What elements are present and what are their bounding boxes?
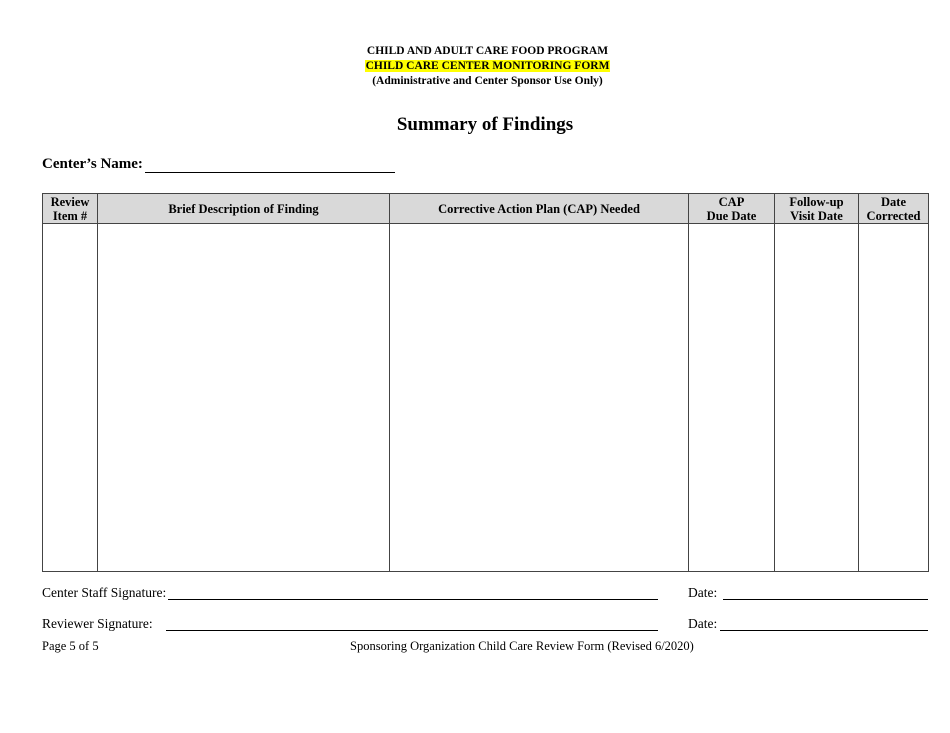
program-name: CHILD AND ADULT CARE FOOD PROGRAM — [366, 45, 609, 57]
col-header-review-item — [43, 194, 98, 224]
col-header-line: Date — [881, 194, 906, 209]
table-header-row — [43, 194, 929, 224]
reviewer-signature-label: Reviewer Signature: — [42, 616, 153, 631]
staff-date-field[interactable] — [723, 599, 928, 600]
reviewer-signature-field[interactable] — [166, 630, 658, 631]
center-name-field[interactable] — [145, 172, 395, 173]
col-header-description — [98, 194, 390, 224]
reviewer-date-field[interactable] — [720, 630, 928, 631]
form-name-line — [0, 59, 950, 73]
col-header-follow-up-date — [775, 194, 859, 224]
reviewer-date-label: Date: — [688, 616, 718, 631]
col-header-line: Item # — [52, 208, 88, 223]
col-header-line: Due Date — [706, 208, 757, 223]
footer-form-title: Sponsoring Organization Child Care Review Form (Revised 6/2020) — [350, 639, 694, 653]
col-header-line: CAP — [718, 194, 745, 209]
staff-signature-label: Center Staff Signature: — [42, 585, 167, 600]
form-name: CHILD CARE CENTER MONITORING FORM — [365, 60, 610, 72]
findings-table — [42, 193, 929, 572]
col-header-line: Follow-up — [789, 194, 844, 209]
col-header-line: Review — [50, 194, 90, 209]
col-header-cap-needed — [390, 194, 689, 224]
cell-cap-needed[interactable] — [390, 224, 689, 572]
cell-description[interactable] — [98, 224, 390, 572]
cell-follow-up-date[interactable] — [775, 224, 859, 572]
col-header-line: Brief Description of Finding — [168, 201, 319, 216]
col-header-cap-due-date — [689, 194, 775, 224]
cell-review-item[interactable] — [43, 224, 98, 572]
page-title: Summary of Findings — [396, 114, 574, 135]
page-number: Page 5 of 5 — [42, 639, 99, 653]
staff-signature-field[interactable] — [168, 599, 658, 600]
col-header-line: Corrected — [866, 208, 921, 223]
staff-date-label: Date: — [688, 585, 718, 600]
center-name-label: Center’s Name: — [42, 156, 143, 172]
cell-date-corrected[interactable] — [859, 224, 929, 572]
table-body-row — [43, 224, 929, 572]
cell-cap-due-date[interactable] — [689, 224, 775, 572]
usage-note: (Administrative and Center Sponsor Use Only) — [372, 75, 603, 87]
col-header-line: Visit Date — [790, 208, 843, 223]
col-header-line: Corrective Action Plan (CAP) Needed — [438, 201, 640, 216]
col-header-date-corrected — [859, 194, 929, 224]
